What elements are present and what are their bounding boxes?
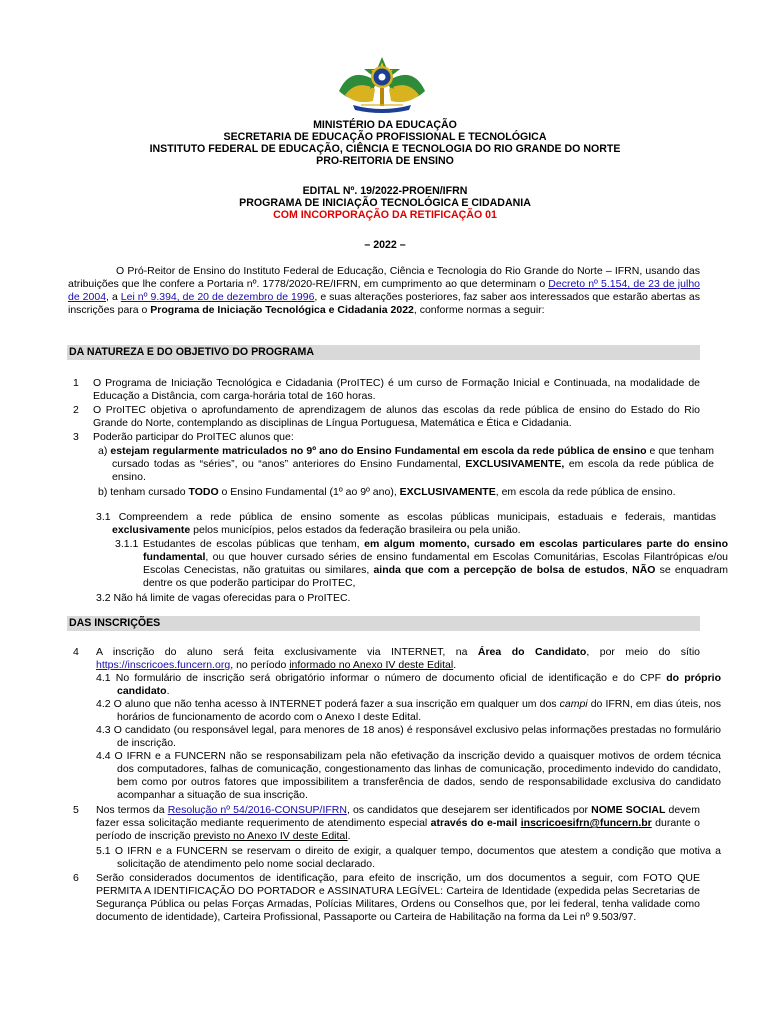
- edital-year: – 2022 –: [364, 239, 406, 251]
- decreto-link[interactable]: Decreto nº 5.154, de 23 de julho de 2004: [68, 278, 700, 304]
- item-5-1-text: 5.1 O IFRN e a FUNCERN se reservam o direito de exigir, a qualquer tempo, documentos que atestem a condição que motiva a solicitação de atendimento pelo nome social declarado.: [96, 845, 721, 871]
- email-link[interactable]: inscricoesifrn@funcern.br: [520, 817, 652, 830]
- item-number: 6: [73, 872, 79, 884]
- item-4-4-text: 4.4 O IFRN e a FUNCERN não se responsabilizam pela não efetivação da inscrição devido a quaisquer motivos de ordem técnica dos computadores, falhas de comunicação, congestionamento das linhas de comunicação, procedimento indevido do candidato, bem como por outros fatores que impossibilitem a transferência de dados, sendo de responsabilidade exclusiva do candidato acompanhar a situação de sua inscrição.: [96, 750, 721, 802]
- item-3-1-1-text: 3.1.1 Estudantes de escolas públicas que tenham, em algum momento, cursado em escolas particulares parte do ensino fundamental, ou que houver cursado séries de ensino fundamental em Escolas Comunitárias, Escolas Filantrópicas e/ou Escolas Cenecistas, não gratuitas ou similares, ainda que com a percepção de bolsa de estudos, NÃO se enquadram dentre os que poderão participar do ProITEC,: [115, 538, 728, 590]
- item-2-text: O ProITEC objetiva o aprofundamento de aprendizagem de alunos das escolas da rede pública de ensino do Estado do Rio Grande do Norte, contemplando as disciplinas de Língua Portuguesa, Matemática e Ética e Cidadania.: [93, 404, 700, 430]
- retification-note: COM INCORPORAÇÃO DA RETIFICAÇÃO 01: [273, 209, 497, 221]
- item-3b-text: b) tenham cursado TODO o Ensino Fundamental (1º ao 9º ano), EXCLUSIVAMENTE, em escola da rede pública de ensino.: [98, 486, 676, 498]
- item-4-1-text: 4.1 No formulário de inscrição será obrigatório informar o número de documento oficial de identificação e do CPF do próprio candidato.: [96, 672, 721, 698]
- section-heading-inscricoes: DAS INSCRIÇÕES: [67, 616, 700, 631]
- edital-number: EDITAL Nº. 19/2022-PROEN/IFRN: [302, 185, 468, 197]
- institute-title: INSTITUTO FEDERAL DE EDUCAÇÃO, CIÊNCIA E TECNOLOGIA DO RIO GRANDE DO NORTE: [149, 143, 621, 155]
- item-4-3-text: 4.3 O candidato (ou responsável legal, para menores de 18 anos) é responsável exclusivo pelas informações prestadas no formulário de inscrição.: [96, 724, 721, 750]
- item-number: 3: [73, 431, 79, 443]
- brazil-coat-of-arms-icon: [331, 55, 433, 115]
- intro-paragraph: O Pró-Reitor de Ensino do Instituto Federal de Educação, Ciência e Tecnologia do Rio Grande do Norte – IFRN, usando das atribuições que lhe confere a Portaria nº. 1778/2020-RE/IFRN, em cumprimento ao que determinam o Decreto nº 5.154, de 23 de julho de 2004, a Lei nº 9.394, de 20 de dezembro de 1996, e suas alterações posteriores, faz saber aos interessados que estarão abertas as inscrições para o Programa de Iniciação Tecnológica e Cidadania 2022, conforme normas a seguir:: [68, 265, 701, 317]
- lei-link[interactable]: Lei nº 9.394, de 20 de dezembro de 1996: [120, 291, 315, 304]
- item-number: 2: [73, 404, 79, 416]
- program-title: PROGRAMA DE INICIAÇÃO TECNOLÓGICA E CIDADANIA: [239, 197, 531, 209]
- inscricoes-link[interactable]: https://inscricoes.funcern.org: [96, 659, 231, 672]
- item-3-text: Poderão participar do ProITEC alunos que:: [93, 431, 294, 443]
- item-4-text: A inscrição do aluno será feita exclusivamente via INTERNET, na Área do Candidato, por meio do sítio https://inscricoes.funcern.org, no período informado no Anexo IV deste Edital.: [96, 646, 700, 672]
- resolucao-link[interactable]: Resolução nº 54/2016-CONSUP/IFRN: [167, 804, 347, 816]
- section-heading-natureza: DA NATUREZA E DO OBJETIVO DO PROGRAMA: [67, 345, 700, 360]
- item-number: 1: [73, 377, 79, 389]
- item-3-2-text: 3.2 Não há limite de vagas oferecidas para o ProITEC.: [96, 592, 351, 604]
- item-4-2-text: 4.2 O aluno que não tenha acesso à INTERNET poderá fazer a sua inscrição em qualquer um dos campi do IFRN, em dias úteis, nos horários de funcionamento de acordo com o Anexo I deste Edital.: [96, 698, 721, 724]
- secretariat-title: SECRETARIA DE EDUCAÇÃO PROFISSIONAL E TECNOLÓGICA: [223, 131, 547, 143]
- item-5-text: Nos termos da Resolução nº 54/2016-CONSUP/IFRN, os candidatos que desejarem ser identificados por NOME SOCIAL devem fazer essa solicitação mediante requerimento de atendimento especial através do e-mail inscricoesifrn@funcern.br durante o período de inscrição previsto no Anexo IV deste Edital.: [96, 804, 700, 843]
- ministry-title: MINISTÉRIO DA EDUCAÇÃO: [313, 119, 457, 131]
- item-3a-text: a) estejam regularmente matriculados no 9º ano do Ensino Fundamental em escola da rede pública de ensino e que tenham cursado todas as “séries”, ou “anos” anteriores do Ensino Fundamental, EXCLUSIVAMENTE, em escola da rede pública de ensino.: [98, 445, 715, 484]
- item-3-1-text: 3.1 Compreendem a rede pública de ensino somente as escolas públicas municipais, estaduais e federais, mantidas exclusivamente pelos municípios, pelos estados da federação brasileira ou pela união.: [96, 511, 716, 537]
- item-number: 4: [73, 646, 79, 658]
- item-6-text: Serão considerados documentos de identificação, para efeito de inscrição, um dos documentos a seguir, com FOTO QUE PERMITA A IDENTIFICAÇÃO DO PORTADOR e ASSINATURA LEGÍVEL: Carteira de Identidade (expedida pelas Secretarias de Segurança Pública ou pelas Forças Armadas, Polícias Militares, Ordens ou Conselhos que, por lei federal, tenha validade como documento de identidade), Carteira Profissional, Passaporte ou Carteira de Habilitação na forma da Lei nº 9.503/97.: [96, 872, 700, 924]
- item-number: 5: [73, 804, 79, 816]
- item-1-text: O Programa de Iniciação Tecnológica e Cidadania (ProITEC) é um curso de Formação Inicial e Continuada, na modalidade de Educação a Distância, com carga-horária total de 160 horas.: [93, 377, 700, 403]
- proreitoria-title: PRO-REITORIA DE ENSINO: [316, 155, 454, 167]
